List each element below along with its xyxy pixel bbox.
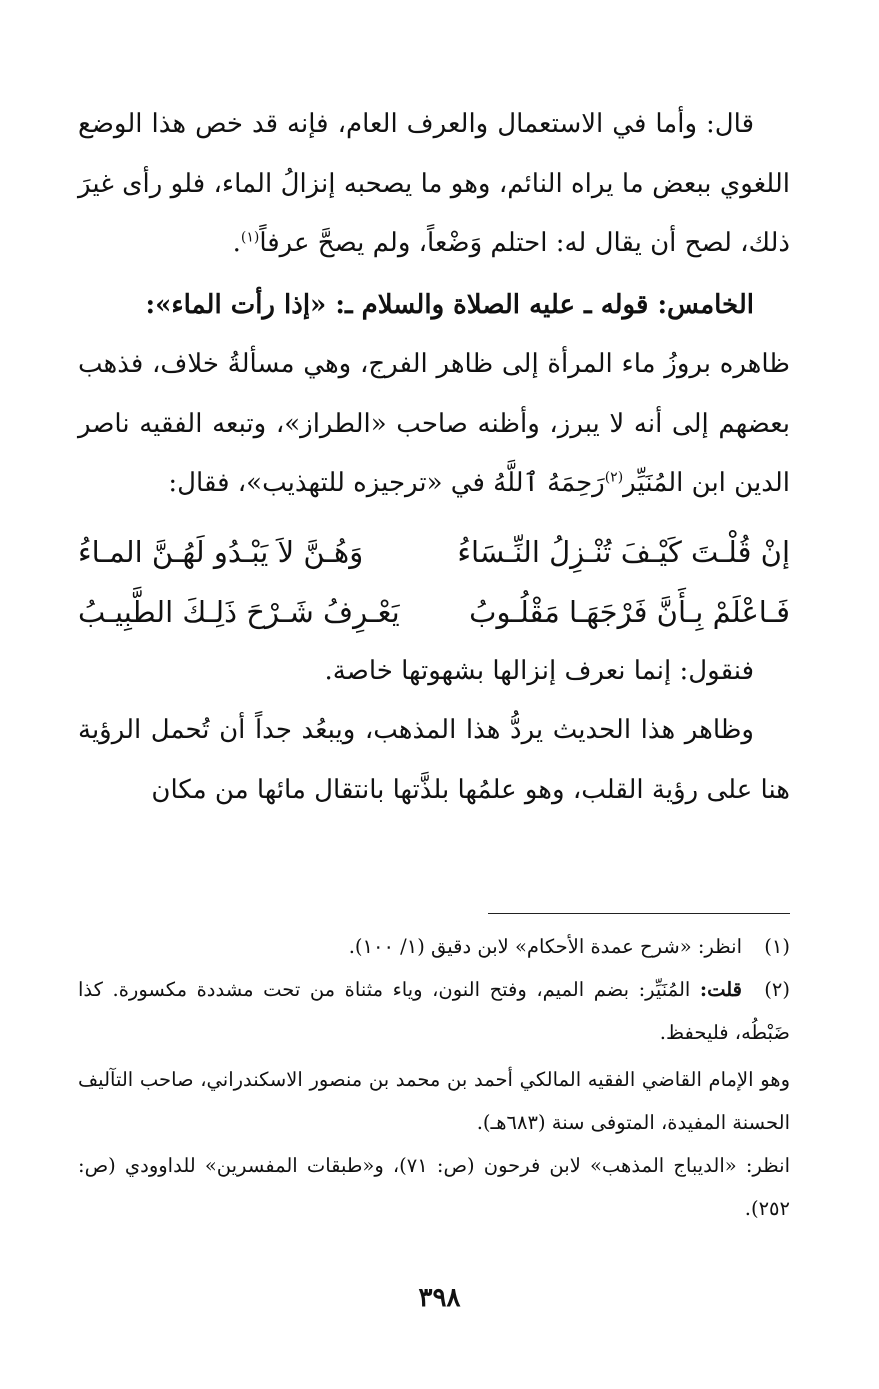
footnote-2-lead: قلت: [699, 978, 742, 1001]
paragraph-3: فنقول: إنما نعرف إنزالها بشهوتها خاصة. [324, 655, 754, 686]
paragraph-1 [78, 95, 790, 274]
footnote-1-text: انظر: «شرح عمدة الأحكام» لابن دقيق (١/ ١٠٠). [348, 935, 742, 958]
footnote-2 [78, 968, 790, 1054]
footnote-2-paragraph-3: انظر: «الديباج المذهب» لابن فرحون (ص: ٧١)، و«طبقات المفسرين» للداوودي (ص: ٢٥٢). [78, 1154, 790, 1220]
footnote-2-text: المُنَيِّر: بضم الميم، وفتح النون، وياء مثناة من تحت مشددة مكسورة. كذا ضَبْطُه، فليحفظ. [78, 978, 790, 1044]
paragraph-2-text: ظاهره بروزُ ماء المرأة إلى ظاهر الفرج، وهي مسألةُ خلاف، فذهب بعضهم إلى أنه لا يبرز، وأظنه صاحب «الطراز»، وتبعه الفقيه ناصر الدين ابن المُنَيِّر [78, 349, 790, 498]
verse-1-first-hemistich: إنْ قُلْـتَ كَيْـفَ تُنْـزِلُ النِّـسَاءُ [457, 534, 790, 569]
footnote-divider [488, 913, 790, 914]
footnote-2-number: (٢) [764, 978, 790, 1001]
paragraph-2-tail: رَحِمَهُ ٱللَّهُ في «ترجيزه للتهذيب»، فقال: [168, 468, 605, 498]
footnote-ref-2: (٢) [604, 469, 624, 486]
footnote-2-paragraph-2: وهو الإمام القاضي الفقيه المالكي أحمد بن محمد بن منصور الاسكندراني، صاحب التآليف الحسنة المفيدة، المتوفى سنة (٦٨٣هـ). [78, 1068, 790, 1134]
paragraph-4: وظاهر هذا الحديث يردُّ هذا المذهب، ويبعُد جداً أن تُحمل الرؤية هنا على رؤية القلب، وهو علمُها بلذَّتها بانتقال مائها من مكان [78, 715, 790, 805]
footnotes [78, 925, 790, 1230]
verse-1-second-hemistich: وَهُـنَّ لاَ يَبْـدُو لَهُـنَّ المـاءُ [78, 534, 364, 569]
paragraph-1-text: قال: وأما في الاستعمال والعرف العام، فإنه قد خص هذا الوضع اللغوي ببعض ما يراه النائم، وهو ما يصحبه إنزالُ الماء، فلو رأى غيرَ ذلك، لصح أن يقال له: احتلم وَضْعاً، ولم يصحَّ عرفاً [78, 109, 790, 258]
verse-2-second-hemistich: يَعْـرِفُ شَـرْحَ ذَلِـكَ الطَّبِيـبُ [78, 594, 400, 629]
verse-2-first-hemistich: فَـاعْلَمْ بِـأَنَّ فَرْجَهَـا مَقْلُـوبُ [469, 594, 790, 629]
paragraph-2-heading: الخامس: قوله ـ عليه الصلاة والسلام ـ: «إذا رأت الماء»: [145, 289, 754, 320]
page-number: ٣٩٨ [418, 1283, 461, 1313]
verse-line-2 [78, 582, 790, 642]
paragraph-1-end: . [232, 228, 241, 258]
footnote-1 [78, 925, 790, 968]
paragraph-2 [78, 335, 790, 514]
verse-line-1 [78, 522, 790, 582]
footnote-1-number: (١) [764, 935, 790, 958]
paragraph-2-lead [78, 276, 790, 336]
footnote-ref-1: (١) [240, 229, 260, 246]
main-text [78, 95, 790, 820]
